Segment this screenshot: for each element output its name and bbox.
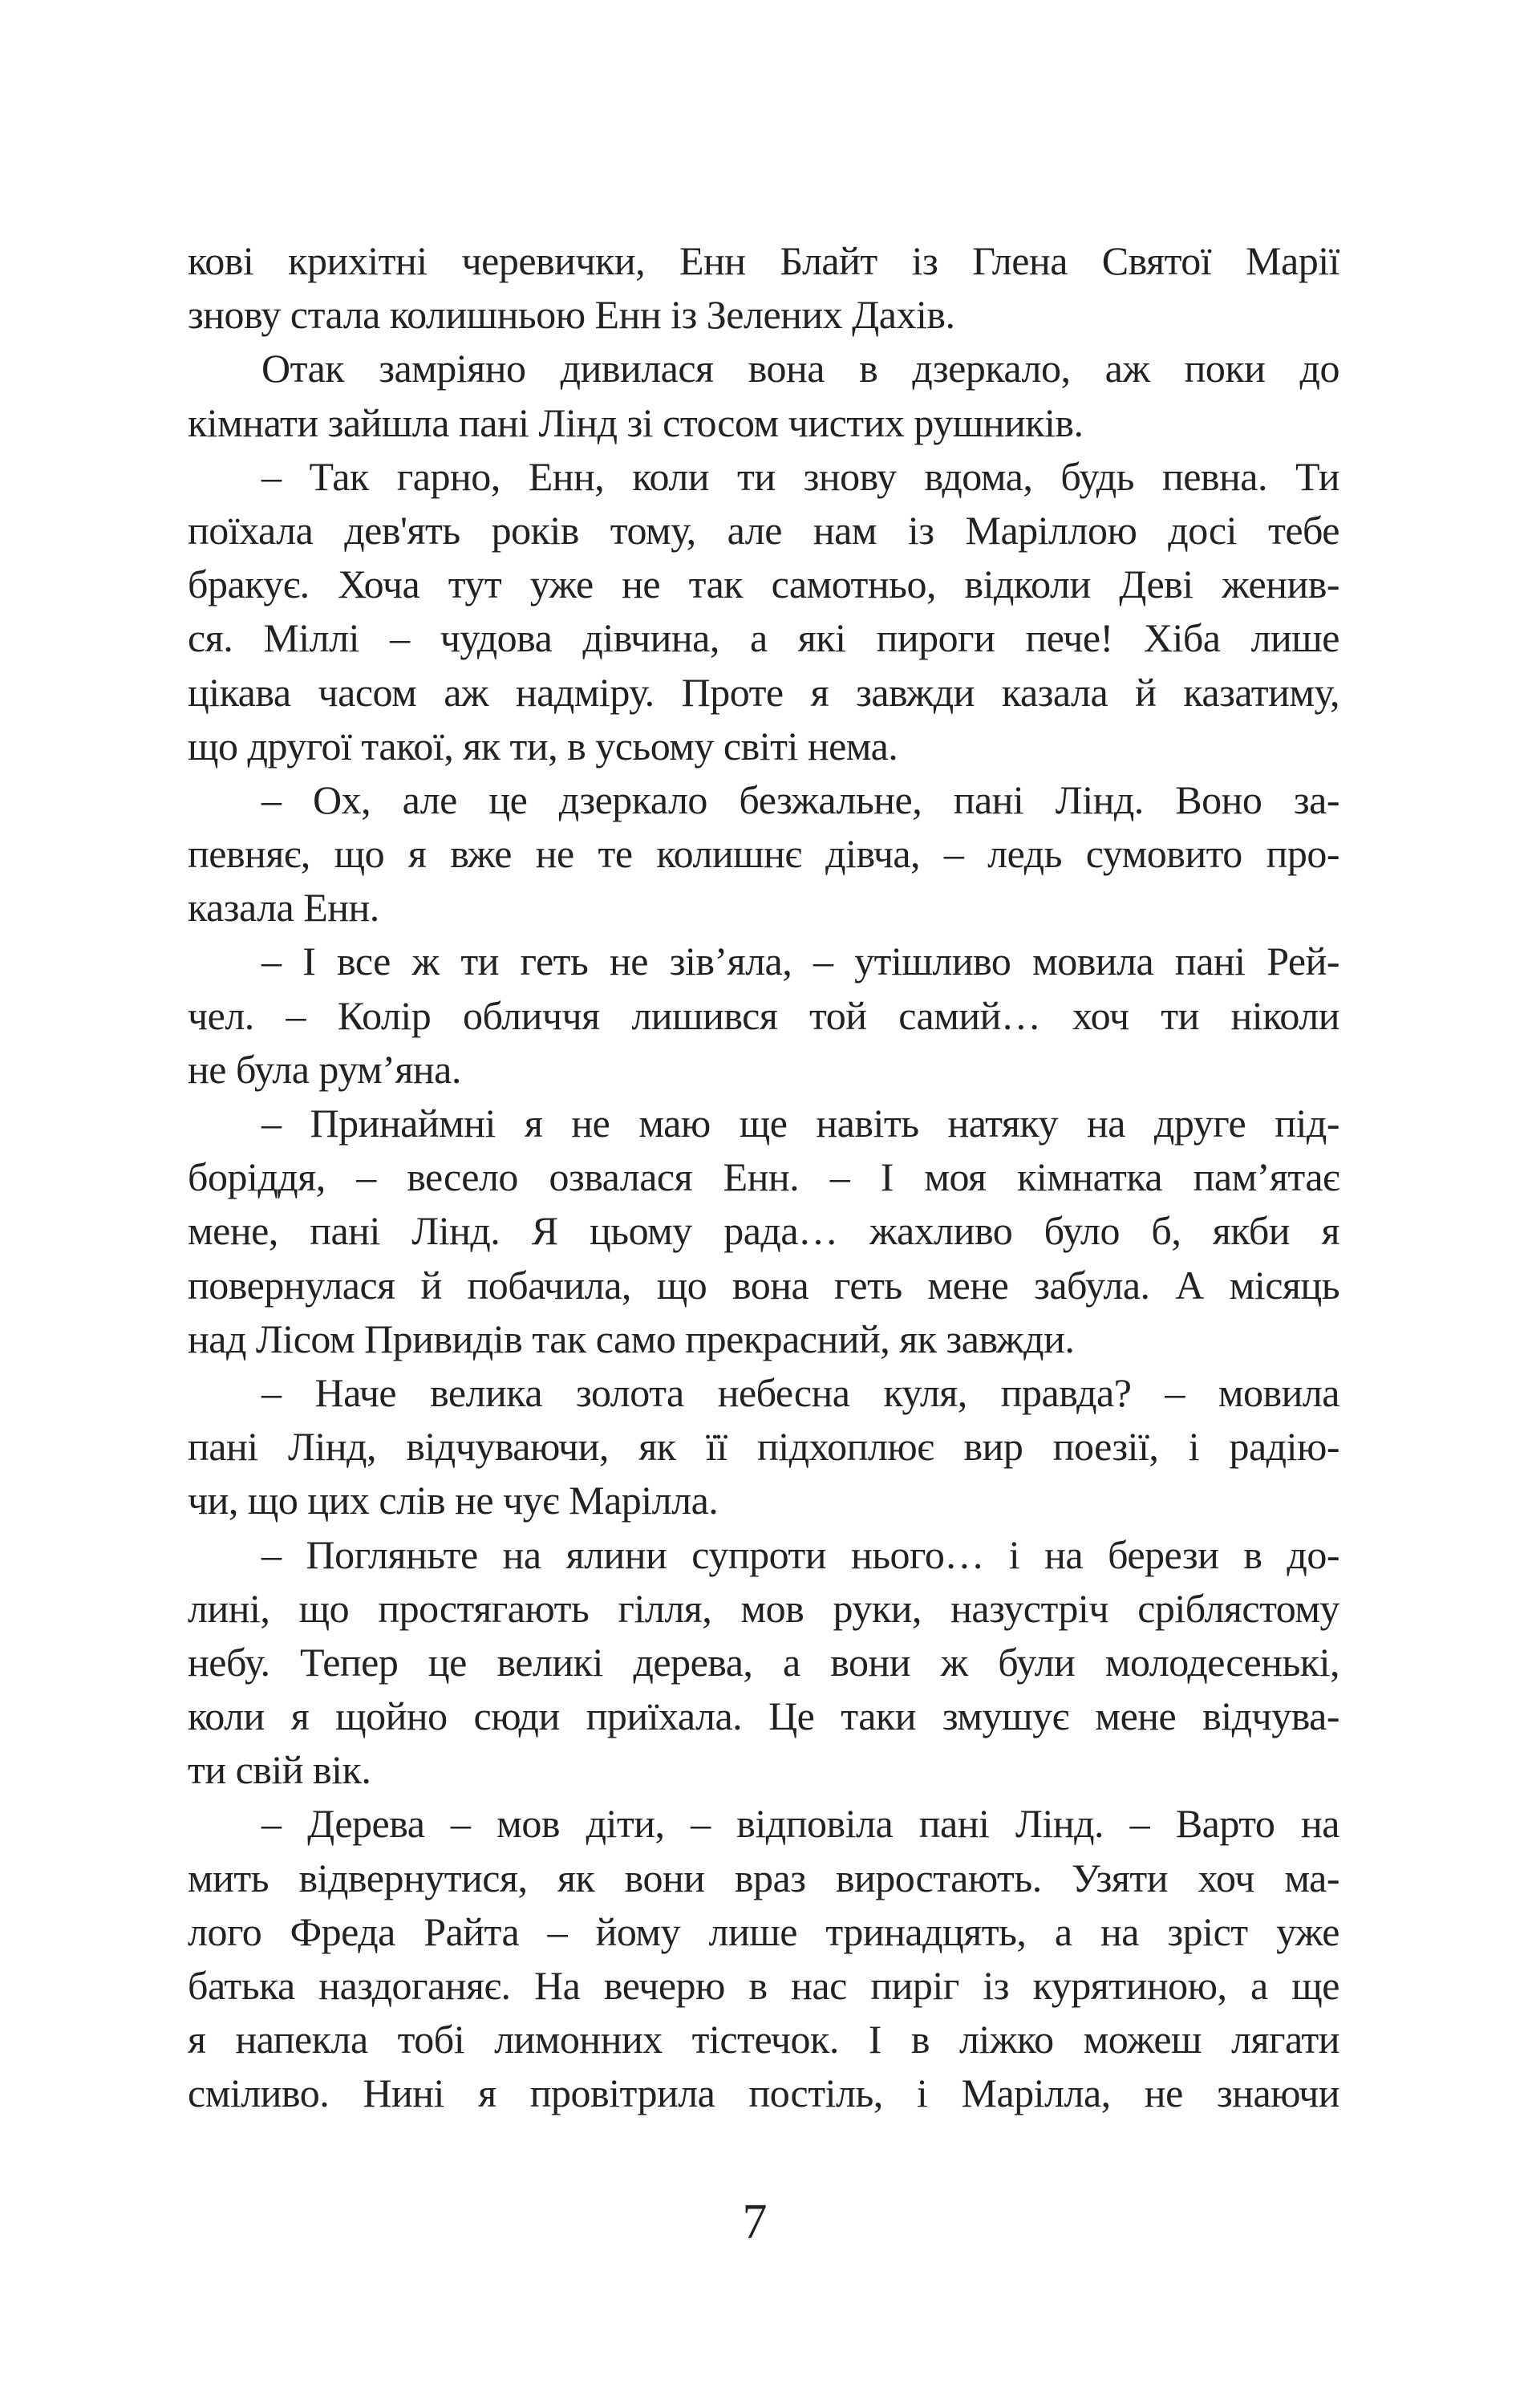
- text-line: коли я щойно сюди приїхала. Це таки змушує мене відчува-: [188, 1693, 1339, 1739]
- text-line: я напекла тобі лимонних тістечок. І в ліжко можеш лягати: [188, 2017, 1339, 2062]
- text-line: ся. Міллі – чудова дівчина, а які пироги пече! Хіба лише: [188, 615, 1339, 661]
- text-line: сміливо. Нині я провітрила постіль, і Марілла, не знаючи: [188, 2071, 1339, 2116]
- text-line: поїхала дев'ять років тому, але нам із Маріллою досі тебе: [188, 507, 1339, 553]
- text-line: певняє, що я вже не те колишнє дівча, – ледь сумовито про-: [188, 831, 1339, 877]
- text-line: мить відвернутися, як вони враз виростають. Узяти хоч ма-: [188, 1855, 1339, 1900]
- text-line: лині, що простягають гілля, мов руки, назустріч сріблястому: [188, 1585, 1339, 1631]
- text-line: – Ох, але це дзеркало безжальне, пані Лінд. Воно за-: [261, 777, 1339, 822]
- text-line: – Дерева – мов діти, – відповіла пані Лінд. – Варто на: [261, 1801, 1339, 1847]
- text-line: Отак замріяно дивилася вона в дзеркало, аж поки до: [261, 346, 1339, 391]
- text-line: чел. – Колір обличчя лишився той самий… хоч ти ніколи: [188, 992, 1339, 1038]
- text-line: пані Лінд, відчуваючи, як її підхоплює вир поезії, і радію-: [188, 1424, 1339, 1470]
- text-line: кові крихітні черевички, Енн Блайт із Глена Святої Марії: [188, 238, 1339, 283]
- text-line: – І все ж ти геть не зів’яла, – утішливо мовила пані Рей-: [261, 939, 1339, 984]
- text-line: – Так гарно, Енн, коли ти знову вдома, будь певна. Ти: [261, 453, 1339, 499]
- text-line: ти свій вік.: [188, 1747, 371, 1793]
- text-line: небу. Тепер це великі дерева, а вони ж були молодесенькі,: [188, 1639, 1339, 1685]
- text-line: боріддя, – весело озвалася Енн. – І моя кімнатка пам’ятає: [188, 1154, 1339, 1200]
- page-body-text: [188, 234, 1339, 2121]
- text-line: – Принаймні я не маю ще навіть натяку на друге під-: [261, 1101, 1339, 1146]
- text-line: лого Фреда Райта – йому лише тринадцять, а на зріст уже: [188, 1908, 1339, 1954]
- text-line: батька наздоганяє. На вечерю в нас пиріг із курятиною, а ще: [188, 1963, 1339, 2008]
- text-line: не була рум’яна.: [188, 1046, 461, 1092]
- text-line: що другої такої, як ти, в усьому світі нема.: [188, 723, 898, 769]
- text-line: – Наче велика золота небесна куля, правда? – мовила: [261, 1369, 1339, 1415]
- text-line: казала Енн.: [188, 885, 379, 931]
- page-number: 7: [742, 2195, 768, 2249]
- text-line: над Лісом Привидів так само прекрасний, як завжди.: [188, 1316, 1075, 1361]
- text-line: – Погляньте на ялини супроти нього… і на берези в до-: [261, 1531, 1339, 1577]
- text-line: знову стала колишньою Енн із Зелених Дахів.: [188, 292, 955, 338]
- text-line: кімнати зайшла пані Лінд зі стосом чистих рушників.: [188, 400, 1084, 445]
- text-line: повернулася й побачила, що вона геть мене забула. А місяць: [188, 1262, 1339, 1308]
- text-line: цікава часом аж надміру. Проте я завжди казала й казатиму,: [188, 669, 1339, 715]
- text-line: бракує. Хоча тут уже не так самотньо, відколи Деві женив-: [188, 562, 1339, 607]
- text-line: чи, що цих слів не чує Марілла.: [188, 1478, 719, 1523]
- text-line: мене, пані Лінд. Я цьому рада… жахливо було б, якби я: [188, 1208, 1339, 1254]
